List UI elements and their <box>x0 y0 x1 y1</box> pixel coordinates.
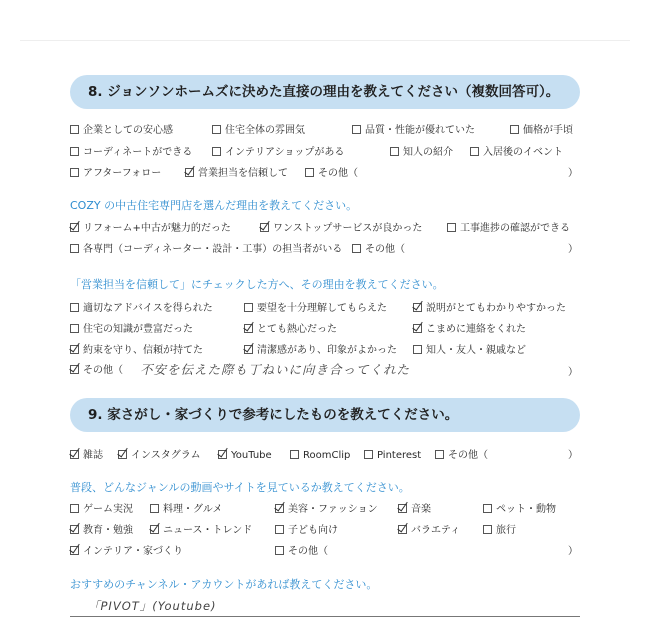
genre-heading: 普段、どんなジャンルの動画やサイトを見ているか教えてください。 <box>70 481 410 494</box>
q8-option[interactable]: 住宅全体の雰囲気 <box>212 124 305 137</box>
q8-option[interactable]: 価格が手頃 <box>510 124 573 137</box>
q8-option[interactable]: 知人の紹介 <box>390 146 453 159</box>
checkbox[interactable] <box>70 244 79 253</box>
cozy-option[interactable]: 工事進捗の確認ができる <box>447 222 570 235</box>
cozy-option[interactable]: 各専門（コーディネーター・設計・工事）の担当者がいる <box>70 243 342 256</box>
checkbox[interactable] <box>447 223 456 232</box>
genre-option[interactable]: 美容・ファッション <box>275 503 378 516</box>
q9-option-other[interactable]: その他（ <box>435 449 488 462</box>
checkbox[interactable] <box>212 125 221 134</box>
close-paren: ） <box>568 450 578 461</box>
checkbox-checked[interactable] <box>118 450 127 459</box>
checkbox-checked[interactable] <box>398 525 407 534</box>
cozy-option[interactable]: ワンストップサービスが良かった <box>260 222 422 235</box>
sales-option[interactable]: とても熱心だった <box>244 323 337 336</box>
sales-option[interactable]: 住宅の知識が豊富だった <box>70 323 193 336</box>
q9-option[interactable]: Pinterest <box>364 449 421 462</box>
q9-option[interactable]: YouTube <box>218 449 272 462</box>
genre-option[interactable]: 教育・勉強 <box>70 524 133 537</box>
q9-option[interactable]: インスタグラム <box>118 449 201 462</box>
checkbox-checked[interactable] <box>70 365 79 374</box>
close-paren: ） <box>568 367 578 378</box>
checkbox-checked[interactable] <box>185 168 194 177</box>
close-paren: ） <box>568 168 578 179</box>
q8-option[interactable]: 入居後のイベント <box>470 146 563 159</box>
sales-option[interactable]: こまめに連絡をくれた <box>413 323 526 336</box>
checkbox[interactable] <box>352 244 361 253</box>
sales-option[interactable]: 要望を十分理解してもらえた <box>244 302 387 315</box>
genre-option[interactable]: 旅行 <box>483 524 516 537</box>
q8-option[interactable]: アフターフォロー <box>70 167 161 180</box>
checkbox-checked[interactable] <box>70 345 79 354</box>
genre-option[interactable]: インテリア・家づくり <box>70 545 183 558</box>
checkbox[interactable] <box>364 450 373 459</box>
channel-heading: おすすめのチャンネル・アカウントがあれば教えてください。 <box>70 578 378 591</box>
checkbox-checked[interactable] <box>413 324 422 333</box>
genre-option[interactable]: 料理・グルメ <box>150 503 222 516</box>
checkbox[interactable] <box>390 147 399 156</box>
checkbox-checked[interactable] <box>244 345 253 354</box>
checkbox[interactable] <box>150 504 159 513</box>
checkbox-checked[interactable] <box>70 525 79 534</box>
genre-option[interactable]: バラエティ <box>398 524 460 537</box>
genre-option[interactable]: ニュース・トレンド <box>150 524 252 537</box>
checkbox[interactable] <box>244 303 253 312</box>
checkbox-checked[interactable] <box>244 324 253 333</box>
genre-option-other[interactable]: その他（ <box>275 545 328 558</box>
q8-option[interactable]: 品質・性能が優れていた <box>352 124 475 137</box>
top-divider <box>20 40 630 41</box>
q9-option[interactable]: RoomClip <box>290 449 350 462</box>
sales-other-handwritten: 不安を伝えた際も丁ねいに向き合ってくれた <box>140 362 411 377</box>
checkbox[interactable] <box>275 525 284 534</box>
checkbox-checked[interactable] <box>70 223 79 232</box>
checkbox[interactable] <box>275 546 284 555</box>
checkbox[interactable] <box>483 504 492 513</box>
channel-answer-handwritten[interactable]: 「PIVOT」(Youtube) <box>88 599 217 613</box>
sales-option[interactable]: 適切なアドバイスを得られた <box>70 302 213 315</box>
sales-option[interactable]: 清潔感があり、印象がよかった <box>244 344 397 357</box>
cozy-option[interactable]: リフォーム+中古が魅力的だった <box>70 222 231 235</box>
checkbox[interactable] <box>70 168 79 177</box>
checkbox[interactable] <box>290 450 299 459</box>
checkbox-checked[interactable] <box>150 525 159 534</box>
q8-option[interactable]: コーディネートができる <box>70 146 192 159</box>
checkbox[interactable] <box>510 125 519 134</box>
genre-option[interactable]: ゲーム実況 <box>70 503 133 516</box>
cozy-option-other[interactable]: その他（ <box>352 243 405 256</box>
checkbox[interactable] <box>70 125 79 134</box>
sales-option-other[interactable]: その他（ <box>70 364 123 377</box>
checkbox[interactable] <box>70 147 79 156</box>
checkbox[interactable] <box>70 504 79 513</box>
q9-option[interactable]: 雑誌 <box>70 449 103 462</box>
q8-option-other[interactable]: その他（ <box>305 167 358 180</box>
q8-option-sales[interactable]: 営業担当を信頼して <box>185 167 288 180</box>
checkbox-checked[interactable] <box>70 546 79 555</box>
checkbox[interactable] <box>435 450 444 459</box>
sales-option[interactable]: 説明がとてもわかりやすかった <box>413 302 566 315</box>
genre-option[interactable]: 子ども向け <box>275 524 338 537</box>
checkbox-checked[interactable] <box>413 303 422 312</box>
checkbox[interactable] <box>70 303 79 312</box>
genre-option[interactable]: 音楽 <box>398 503 431 516</box>
checkbox-checked[interactable] <box>398 504 407 513</box>
checkbox[interactable] <box>413 345 422 354</box>
genre-option[interactable]: ペット・動物 <box>483 503 556 516</box>
q8-option[interactable]: インテリアショップがある <box>212 146 344 159</box>
checkbox-checked[interactable] <box>70 450 79 459</box>
checkbox[interactable] <box>352 125 361 134</box>
close-paren: ） <box>568 244 578 255</box>
answer-line <box>70 616 580 617</box>
checkbox-checked[interactable] <box>218 450 227 459</box>
checkbox[interactable] <box>470 147 479 156</box>
sales-heading: 「営業担当を信頼して」にチェックした方へ、その理由を教えてください。 <box>70 278 444 291</box>
sales-option[interactable]: 約束を守り、信頼が持てた <box>70 344 203 357</box>
checkbox-checked[interactable] <box>275 504 284 513</box>
q8-heading: 8. ジョンソンホームズに決めた直接の理由を教えてください（複数回答可）。 <box>70 75 580 109</box>
sales-option[interactable]: 知人・友人・親戚など <box>413 344 526 357</box>
close-paren: ） <box>568 546 578 557</box>
checkbox[interactable] <box>70 324 79 333</box>
q8-option[interactable]: 企業としての安心感 <box>70 124 173 137</box>
q9-heading: 9. 家さがし・家づくりで参考にしたものを教えてください。 <box>70 398 580 432</box>
checkbox-checked[interactable] <box>260 223 269 232</box>
checkbox[interactable] <box>212 147 221 156</box>
cozy-heading: COZY の中古住宅専門店を選んだ理由を教えてください。 <box>70 199 358 212</box>
checkbox[interactable] <box>305 168 314 177</box>
checkbox[interactable] <box>483 525 492 534</box>
